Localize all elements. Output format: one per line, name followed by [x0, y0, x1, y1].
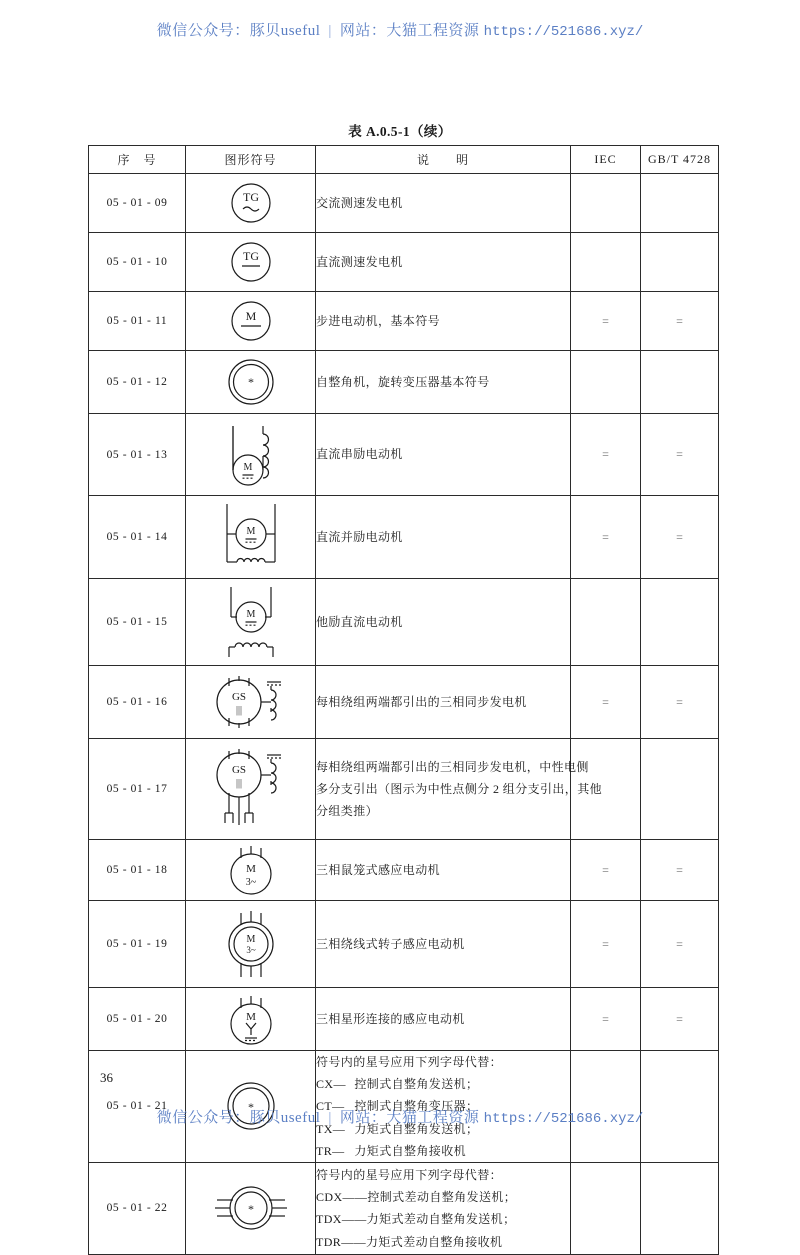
row-number-cell: 05 - 01 - 22: [89, 1162, 186, 1254]
symbol-cell: [186, 666, 316, 739]
watermark-account: 豚贝useful: [249, 23, 321, 39]
three-phase-sync-generator-neutral-icon: [186, 739, 315, 839]
symbol-cell: [186, 840, 316, 901]
gb-cell: [641, 1162, 719, 1254]
svg-text:M: M: [246, 526, 255, 537]
code-label: TDR——: [316, 1234, 366, 1249]
iec-cell: =: [571, 414, 641, 496]
symbol-cell: [186, 901, 316, 988]
watermark-site-name: 大猫工程资源: [386, 1110, 480, 1126]
gb-cell: =: [641, 901, 719, 988]
description-cell: [316, 840, 571, 901]
symbol-cell: [186, 414, 316, 496]
description-line: 分组类推）: [316, 804, 379, 819]
table-row: [89, 901, 719, 988]
svg-text:3~: 3~: [245, 945, 256, 955]
watermark-prefix: 微信公众号：: [156, 23, 250, 39]
svg-text:TG: TG: [242, 190, 259, 204]
symbol-cell: [186, 233, 316, 292]
header-symbol: 图形符号: [186, 146, 316, 174]
watermark-site-name: 大猫工程资源: [386, 23, 480, 39]
row-number-cell: 05 - 01 - 16: [89, 666, 186, 739]
svg-text:M: M: [246, 934, 255, 945]
code-text: 力矩式自整角发送机；: [354, 1121, 479, 1136]
description-line: 自整角机，旋转变压器基本符号: [316, 374, 490, 389]
code-text: 力矩式自整角接收机: [354, 1143, 466, 1158]
gb-cell: [641, 351, 719, 414]
description-line: 直流并励电动机: [316, 529, 403, 544]
iec-cell: [571, 579, 641, 666]
svg-text:|||: |||: [235, 705, 242, 716]
description-line: 三相绕线式转子感应电动机: [316, 936, 465, 951]
watermark-bottom: [0, 1106, 800, 1127]
row-number-cell: 05 - 01 - 19: [89, 901, 186, 988]
table-header-row: [89, 146, 719, 174]
row-number-cell: 05 - 01 - 12: [89, 351, 186, 414]
description-heading: 符号内的星号应用下列字母代替：: [316, 1055, 503, 1069]
gb-cell: =: [641, 292, 719, 351]
svg-text:M: M: [245, 309, 256, 323]
watermark-prefix: 微信公众号：: [156, 1110, 250, 1126]
code-label: CDX——: [316, 1190, 368, 1205]
gb-cell: [641, 233, 719, 292]
row-number-cell: 05 - 01 - 17: [89, 739, 186, 840]
table-row: [89, 292, 719, 351]
table-row: [89, 840, 719, 901]
description-cell: [316, 292, 571, 351]
code-label: CT—: [316, 1099, 345, 1114]
symbol-cell: [186, 496, 316, 579]
svg-text:GS: GS: [231, 691, 246, 703]
page-number: 36: [100, 1070, 113, 1085]
table-row: [89, 414, 719, 496]
row-number-cell: 05 - 01 - 09: [89, 174, 186, 233]
gb-cell: [641, 579, 719, 666]
description-heading: 符号内的星号应用下列字母代替：: [316, 1168, 503, 1183]
watermark-separator: |: [328, 1110, 332, 1126]
symbol-cell: [186, 988, 316, 1051]
iec-cell: [571, 351, 641, 414]
row-number-cell: 05 - 01 - 10: [89, 233, 186, 292]
iec-cell: =: [571, 292, 641, 351]
svg-text:M: M: [246, 609, 255, 620]
gb-cell: =: [641, 840, 719, 901]
three-phase-sync-generator-icon: [186, 666, 315, 738]
watermark-separator: |: [328, 23, 332, 39]
table-row: [89, 739, 719, 840]
iec-cell: [571, 233, 641, 292]
watermark-site-label: 网站：: [339, 1110, 387, 1126]
three-phase-wound-rotor-motor-icon: [186, 901, 315, 987]
header-gb: GB/T 4728: [641, 146, 719, 174]
three-phase-squirrel-cage-motor-icon: [186, 840, 315, 900]
stepper-motor-icon: [186, 292, 315, 350]
three-phase-star-motor-icon: [186, 988, 315, 1050]
row-number-cell: 05 - 01 - 21: [89, 1051, 186, 1163]
table-body: [89, 174, 719, 1255]
description-line: 三相星形连接的感应电动机: [316, 1011, 465, 1026]
code-label: TDX——: [316, 1212, 367, 1227]
gb-cell: =: [641, 988, 719, 1051]
row-number-cell: 05 - 01 - 15: [89, 579, 186, 666]
description-code-line: [316, 1186, 570, 1208]
gb-cell: [641, 174, 719, 233]
table-row: [89, 666, 719, 739]
symbol-cell: [186, 174, 316, 233]
description-line: 多分支引出（图示为中性点侧分 2 组分支引出，其他: [316, 781, 603, 796]
row-number-cell: 05 - 01 - 20: [89, 988, 186, 1051]
differential-synchro-asterisk-icon: [186, 1175, 315, 1241]
row-number-cell: 05 - 01 - 14: [89, 496, 186, 579]
iec-cell: =: [571, 496, 641, 579]
description-cell: [316, 666, 571, 739]
code-text: 控制式自整角变压器；: [354, 1099, 479, 1114]
svg-text:*: *: [247, 1202, 254, 1217]
symbol-table: [88, 145, 719, 1255]
table-row: [89, 351, 719, 414]
code-text: 控制式差动自整角发送机；: [367, 1190, 517, 1205]
description-cell: [316, 988, 571, 1051]
gb-cell: =: [641, 414, 719, 496]
symbol-cell: [186, 739, 316, 840]
description-line: 他励直流电动机: [316, 614, 403, 629]
description-cell: [316, 233, 571, 292]
tachogenerator-ac-icon: [186, 174, 315, 232]
iec-cell: =: [571, 666, 641, 739]
watermark-url: https://521686.xyz/: [483, 1111, 644, 1127]
symbol-cell: [186, 579, 316, 666]
code-text: 力矩式差动自整角接收机: [366, 1234, 503, 1249]
description-code-line: [316, 1208, 570, 1230]
iec-cell: =: [571, 988, 641, 1051]
table-row: [89, 496, 719, 579]
header-iec: IEC: [571, 146, 641, 174]
svg-text:M: M: [245, 1011, 256, 1023]
code-label: TR—: [316, 1143, 345, 1158]
description-line: 每相绕组两端都引出的三相同步发电机: [316, 694, 527, 709]
table-row: [89, 174, 719, 233]
svg-text:3~: 3~: [245, 877, 256, 888]
dc-separately-excited-motor-icon: [186, 579, 315, 665]
svg-text:M: M: [245, 863, 256, 875]
description-code-line: [316, 1073, 570, 1095]
symbol-cell: [186, 351, 316, 414]
svg-text:M: M: [243, 461, 252, 473]
watermark-site-label: 网站：: [339, 23, 387, 39]
dc-series-motor-icon: [186, 416, 315, 494]
header-description: 说 明: [316, 146, 571, 174]
row-number-cell: 05 - 01 - 11: [89, 292, 186, 351]
code-text: 力矩式差动自整角发送机；: [366, 1212, 516, 1227]
watermark-account: 豚贝useful: [249, 1110, 321, 1126]
symbol-cell: [186, 1162, 316, 1254]
iec-cell: =: [571, 840, 641, 901]
gb-cell: =: [641, 496, 719, 579]
iec-cell: =: [571, 901, 641, 988]
description-line: 每相绕组两端都引出的三相同步发电机，中性电侧: [316, 759, 589, 774]
description-code-line: [316, 1231, 570, 1253]
description-cell: [316, 739, 603, 840]
row-number-cell: 05 - 01 - 18: [89, 840, 186, 901]
table-row: [89, 1162, 719, 1254]
dc-shunt-motor-icon: [186, 496, 315, 578]
description-cell: [316, 901, 571, 988]
description-cell: [316, 351, 571, 414]
table-row: [89, 988, 719, 1051]
description-line: 直流串励电动机: [316, 447, 403, 462]
description-code-line: [316, 1140, 570, 1162]
svg-text:*: *: [247, 1100, 254, 1115]
page-title: 表 A.0.5-1（续）: [348, 124, 452, 139]
watermark-top: [0, 19, 800, 40]
tachogenerator-dc-icon: [186, 233, 315, 291]
description-cell: [316, 174, 571, 233]
synchro-resolver-icon: [186, 351, 315, 413]
description-cell: [316, 496, 571, 579]
svg-text:GS: GS: [231, 764, 246, 776]
watermark-url: https://521686.xyz/: [483, 24, 644, 40]
table-row: [89, 579, 719, 666]
description-cell: [316, 1162, 571, 1254]
symbol-cell: [186, 292, 316, 351]
description-line: 三相鼠笼式感应电动机: [316, 862, 441, 877]
svg-text:*: *: [247, 375, 254, 389]
gb-cell: =: [641, 666, 719, 739]
code-label: CX—: [316, 1077, 346, 1092]
description-cell: [316, 579, 571, 666]
svg-text:|||: |||: [235, 778, 242, 789]
iec-cell: [571, 174, 641, 233]
description-line: 交流测速发电机: [316, 195, 403, 210]
gb-cell: [641, 739, 719, 840]
svg-text:TG: TG: [242, 249, 259, 263]
description-cell: [316, 414, 571, 496]
description-line: 步进电动机，基本符号: [316, 313, 441, 328]
code-label: TX—: [316, 1121, 346, 1136]
header-no: 序 号: [89, 146, 186, 174]
iec-cell: [571, 1162, 641, 1254]
description-line: 直流测速发电机: [316, 254, 403, 269]
code-text: 控制式自整角发送机；: [354, 1077, 479, 1092]
table-row: [89, 233, 719, 292]
row-number-cell: 05 - 01 - 13: [89, 414, 186, 496]
